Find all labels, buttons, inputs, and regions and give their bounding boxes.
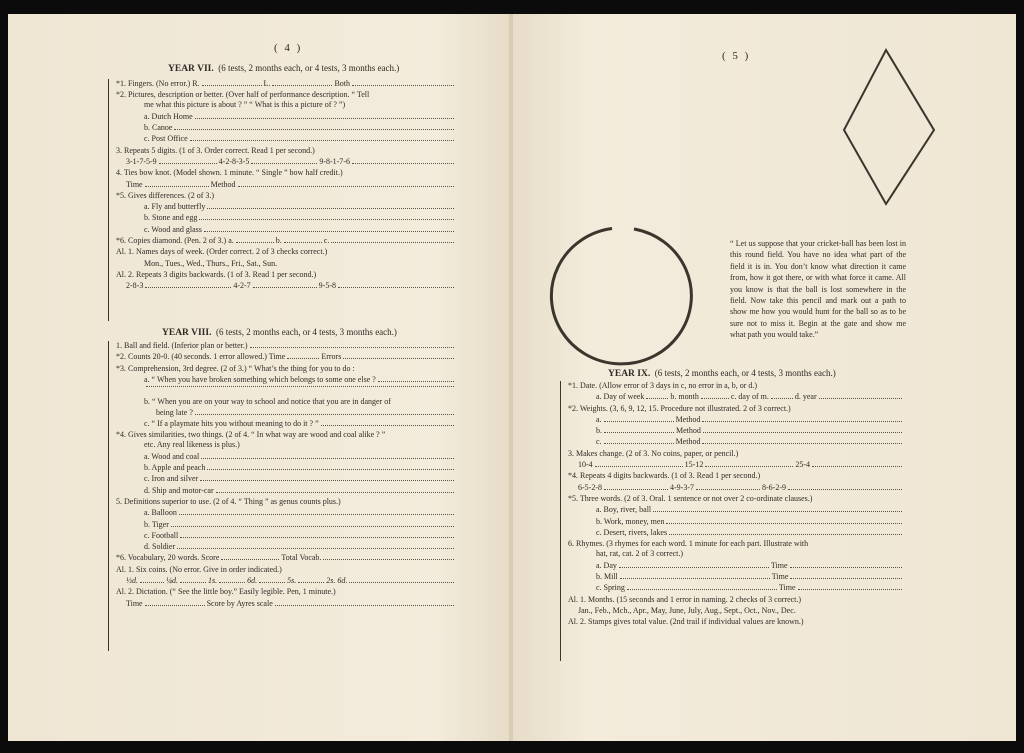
line-text: 15-12 (684, 460, 704, 470)
dotted-leader (140, 582, 164, 583)
line-text: b. Apple and peach (144, 463, 206, 473)
dotted-leader (620, 578, 770, 579)
dotted-leader (788, 489, 902, 490)
list-item (560, 517, 904, 528)
line-text: *4. Repeats 4 digits backwards. (1 of 3. Read 1 per second.) (568, 471, 761, 481)
test-row (560, 595, 904, 606)
dotted-leader (702, 421, 902, 422)
dotted-leader (349, 582, 454, 583)
test-row (560, 381, 904, 392)
line-text: 4. Ties bow knot. (Model shown. 1 minute. “ Single ” bow half credit.) (116, 168, 343, 178)
dotted-leader (159, 163, 217, 164)
line-text: *6. Vocabulary, 20 words. Score (116, 553, 220, 563)
line-text: being late ? (156, 407, 193, 417)
test-row (560, 549, 904, 560)
list-item (108, 542, 456, 553)
line-text: 4-2-8-3-5 (218, 156, 250, 166)
dotted-leader (812, 466, 902, 467)
year-ix-title: YEAR IX. (608, 369, 651, 379)
test-row (108, 430, 456, 440)
line-text: a. Dutch Home (144, 111, 193, 121)
list-item (560, 505, 904, 516)
line-text: *1. Date. (Allow error of 3 days in c, no error in a, b, or d.) (568, 381, 758, 390)
dotted-leader (216, 492, 454, 493)
list-item (108, 520, 456, 531)
dotted-leader (604, 432, 674, 433)
leader-line (108, 386, 456, 397)
line-text: L. (263, 79, 271, 88)
list-item (560, 437, 904, 448)
dotted-leader (819, 398, 902, 399)
line-text: Al. 2. Stamps gives total value. (2nd trail if individual values are known.) (568, 617, 804, 627)
line-text: hat, rat, cat. 2 of 3 correct.) (596, 549, 684, 559)
test-row (108, 79, 456, 90)
line-text: Score by Ayres scale (206, 598, 273, 608)
dotted-leader (331, 242, 454, 243)
line-text: a. Day (596, 560, 617, 570)
list-item (108, 180, 456, 191)
list-item (108, 397, 456, 407)
list-item (108, 225, 456, 236)
line-text: Al. 1. Six coins. (No error. Give in order indicated.) (116, 564, 282, 574)
line-text: *6. Copies diamond. (Pen. 2 of 3.) a. (116, 236, 234, 246)
dotted-leader (669, 534, 902, 535)
line-text: b. (596, 426, 602, 436)
page-number-left: ( 4 ) (274, 42, 303, 54)
cricket-ball-instructions: “ Let us suppose that your cricket-ball has been lost in this round field. You have no idea what part of the field it is in. You don’t know what direction it came from, how it got there, or with what force it came. All you know is that the ball is lost somewhere in the field. Now take this pencil and mark out a path to show me how you would hunt for the ball so as to be sure not to miss it. Begin at the gate and show me what path you would take.” (730, 239, 906, 340)
round-field-figure (544, 224, 696, 370)
dotted-leader (190, 140, 454, 141)
dotted-leader (627, 589, 777, 590)
line-text: c. (323, 236, 330, 246)
dotted-leader (195, 414, 454, 415)
test-row (108, 364, 456, 375)
list-item (108, 531, 456, 542)
line-text: b. month (670, 392, 699, 402)
dotted-leader (352, 163, 454, 164)
line-text: Errors (321, 352, 342, 362)
dotted-leader (180, 582, 206, 583)
test-row (108, 146, 456, 157)
list-item (560, 561, 904, 572)
dotted-leader (174, 129, 454, 130)
list-item (560, 460, 904, 471)
list-item (108, 259, 456, 270)
line-text: Time (778, 583, 796, 593)
test-row (108, 247, 456, 258)
year-ix-subtitle: (6 tests, 2 months each, or 4 tests, 3 months each.) (654, 368, 836, 378)
line-text: 6d. (247, 576, 258, 586)
test-row (108, 100, 456, 111)
line-text: c. Post Office (144, 134, 188, 144)
dotted-leader (338, 287, 454, 288)
test-row (560, 404, 904, 415)
dotted-leader (323, 559, 454, 560)
line-text: 6. Rhymes. (3 rhymes for each word. 1 minute for each part. Illustrate with (568, 539, 809, 549)
list-item (108, 408, 456, 419)
dotted-leader (238, 186, 455, 187)
year-viii-title: YEAR VIII. (162, 328, 212, 338)
dotted-leader (653, 511, 902, 512)
dotted-leader (604, 489, 668, 490)
line-text: Method (675, 414, 701, 424)
line-text: *2. Counts 20-0. (40 seconds. 1 error allowed.) Time (116, 352, 286, 362)
line-text: a. Balloon (144, 508, 177, 518)
line-text: b. Mill (596, 571, 618, 581)
list-item (560, 483, 904, 494)
dotted-leader (195, 118, 454, 119)
line-text: ¼d. (166, 576, 178, 586)
line-text: 2-8-3 (126, 281, 144, 291)
list-item (560, 426, 904, 437)
line-text: 5s. (287, 576, 297, 586)
line-text: Total Vocab. (281, 553, 322, 563)
line-text: d. year (794, 392, 817, 402)
dotted-leader (298, 582, 324, 583)
line-text: c. Wood and glass (144, 224, 202, 234)
list-item (560, 583, 904, 594)
line-text: c. day of m. (730, 392, 769, 402)
test-row (108, 497, 456, 508)
list-item (108, 474, 456, 485)
list-item (560, 392, 904, 403)
line-text: b. Tiger (144, 519, 169, 529)
line-text: Time (126, 179, 143, 189)
test-row (108, 236, 456, 247)
dotted-leader (352, 85, 454, 86)
list-item (108, 419, 456, 430)
list-item (108, 576, 456, 587)
line-text: c. Iron and silver (144, 474, 199, 484)
list-item (108, 281, 456, 292)
list-item (560, 606, 904, 617)
line-text: 2s. 6d. (326, 576, 348, 586)
line-text: 3-1-7-5-9 (126, 156, 157, 166)
line-text: b. “ When you are on your way to school and notice that you are in danger of (144, 397, 391, 407)
line-text: 1. Ball and field. (Inferior plan or better.) (116, 341, 248, 350)
year-viii-subtitle: (6 tests, 2 months each, or 4 tests, 3 months each.) (215, 327, 397, 337)
line-text: Time (770, 560, 788, 570)
line-text: Al. 1. Names days of week. (Order correct. 2 of 3 checks correct.) (116, 247, 328, 257)
line-text: 5. Definitions superior to use. (2 of 4. “ Thing ” as genus counts plus.) (116, 496, 341, 506)
test-row (108, 587, 456, 598)
dotted-leader (219, 582, 245, 583)
dotted-leader (204, 231, 454, 232)
line-text: Method (675, 437, 701, 447)
line-text: Time (126, 598, 143, 608)
dotted-leader (200, 480, 454, 481)
line-text: 3. Repeats 5 digits. (1 of 3. Order correct. Read 1 per second.) (116, 145, 315, 155)
dotted-leader (646, 398, 668, 399)
list-item (108, 202, 456, 213)
list-item (108, 213, 456, 224)
year-viii-heading (162, 327, 397, 338)
dotted-leader (251, 163, 317, 164)
line-text: c. Desert, rivers, lakes (596, 527, 668, 537)
dotted-leader (343, 358, 454, 359)
line-text: c. (596, 437, 602, 447)
line-text: d. Ship and motor-car (144, 485, 214, 495)
list-item (108, 134, 456, 145)
line-text: a. Wood and coal (144, 451, 200, 461)
list-item (108, 508, 456, 519)
test-row (108, 553, 456, 564)
line-text: *4. Gives similarities, two things. (2 of 4. “ In what way are wood and coal alike ? ” (116, 430, 386, 440)
list-item (108, 486, 456, 497)
dotted-leader (287, 358, 319, 359)
list-item (108, 123, 456, 134)
line-text: ½d. (126, 576, 138, 586)
dotted-leader (171, 526, 454, 527)
test-row (108, 352, 456, 363)
test-row (108, 191, 456, 202)
line-text: *5. Three words. (2 of 3. Oral. 1 sentence or not over 2 co-ordinate clauses.) (568, 493, 813, 503)
line-text: a. “ When you have broken something which belongs to some one else ? (144, 374, 376, 384)
test-row (108, 341, 456, 352)
test-row (560, 494, 904, 505)
page-number-right: ( 5 ) (722, 50, 751, 62)
line-text: a. Fly and butterfly (144, 202, 206, 212)
dotted-leader (790, 578, 902, 579)
test-row (108, 565, 456, 576)
dotted-leader (378, 381, 454, 382)
dotted-leader (177, 548, 454, 549)
dotted-leader (619, 567, 769, 568)
line-text: a. Day of week (596, 392, 645, 402)
line-text: me what this picture is about ? ” “ What is this a picture of ? ”) (144, 100, 346, 110)
dotted-leader (702, 443, 902, 444)
test-row (108, 440, 456, 451)
test-row (560, 539, 904, 549)
test-row (108, 168, 456, 179)
line-text: b. Stone and egg (144, 213, 198, 223)
test-row (108, 270, 456, 281)
year-vii-subtitle: (6 tests, 2 months each, or 4 tests, 3 months each.) (218, 63, 400, 73)
dotted-leader (275, 605, 454, 606)
dotted-leader (284, 242, 322, 243)
line-text: Both (334, 79, 350, 88)
line-text: 3. Makes change. (2 of 3. No coins, paper, or pencil.) (568, 448, 739, 458)
line-text: a. Boy, river, ball (596, 505, 652, 515)
list-item (108, 112, 456, 123)
dotted-leader (771, 398, 793, 399)
line-text: 25-4 (795, 460, 811, 470)
year-ix-tests (560, 381, 904, 661)
test-row (560, 617, 904, 628)
list-item (108, 375, 456, 386)
dotted-leader (201, 458, 454, 459)
dotted-leader (666, 523, 902, 524)
list-item (108, 599, 456, 610)
dotted-leader (604, 443, 674, 444)
line-text: d. Soldier (144, 542, 176, 552)
year-vii-title: YEAR VII. (168, 64, 214, 74)
line-text: c. “ If a playmate hits you without meaning to do it ? ” (144, 418, 319, 428)
dotted-leader (595, 466, 683, 467)
line-text: 8-6-2-9 (762, 482, 786, 492)
line-text: Al. 2. Repeats 3 digits backwards. (1 of 3. Read 1 per second.) (116, 269, 317, 279)
dotted-leader (180, 537, 454, 538)
line-text: 10-4 (578, 460, 593, 470)
test-row (108, 90, 456, 100)
line-text: c. Spring (596, 583, 625, 593)
test-row (560, 471, 904, 482)
dotted-leader (179, 514, 454, 515)
line-text: Al. 1. Months. (15 seconds and 1 error in naming. 2 checks of 3 correct.) (568, 594, 802, 604)
line-text: Jan., Feb., Mch., Apr., May, June, July, Aug., Sept., Oct., Nov., Dec. (578, 605, 796, 615)
diamond-figure (836, 44, 940, 208)
line-text: 4-2-7 (233, 281, 251, 291)
gutter (509, 14, 513, 741)
year-vii-heading (168, 63, 399, 74)
line-text: 1s. (208, 576, 218, 586)
line-text: Time (771, 571, 789, 581)
list-item (108, 157, 456, 168)
line-text: etc. Any real likeness is plus.) (144, 440, 240, 450)
line-text: *2. Pictures, description or better. (Over half of performance description. “ Tell (116, 90, 370, 100)
list-item (560, 415, 904, 426)
dotted-leader (703, 432, 902, 433)
line-text: a. (596, 414, 602, 424)
line-text: Al. 2. Dictation. (“ See the little boy.” Easily legible. Pen, 1 minute.) (116, 587, 336, 597)
dotted-leader (145, 605, 205, 606)
line-text: *1. Fingers. (No error.) R. (116, 79, 200, 88)
dotted-leader (199, 219, 454, 220)
dotted-leader (207, 469, 454, 470)
dotted-leader (146, 386, 454, 387)
line-text: b. Work, money, men (596, 516, 665, 526)
list-item (560, 572, 904, 583)
year-vii-tests (108, 79, 456, 321)
dotted-leader (207, 208, 454, 209)
line-text: 4-9-3-7 (670, 482, 694, 492)
dotted-leader (250, 347, 454, 348)
list-item (560, 528, 904, 539)
dotted-leader (696, 489, 760, 490)
dotted-leader (321, 425, 454, 426)
line-text: Method (676, 426, 701, 436)
line-text: c. Football (144, 530, 179, 540)
dotted-leader (145, 287, 231, 288)
list-item (108, 452, 456, 463)
dotted-leader (701, 398, 729, 399)
year-viii-tests (108, 341, 456, 651)
line-text: b. Canoe (144, 123, 173, 133)
dotted-leader (798, 589, 903, 590)
list-item (108, 463, 456, 474)
dotted-leader (145, 186, 209, 187)
line-text: *5. Gives differences. (2 of 3.) (116, 190, 215, 200)
line-text: 6-5-2-8 (578, 482, 602, 492)
line-text: *2. Weights. (3, 6, 9, 12, 15. Procedure not illustrated. 2 of 3 correct.) (568, 403, 791, 413)
dotted-leader (236, 242, 274, 243)
line-text: 9-5-8 (318, 281, 336, 291)
dotted-leader (253, 287, 317, 288)
line-text: Mon., Tues., Wed., Thurs., Fri., Sat., Sun. (144, 258, 278, 268)
line-text: Method (210, 179, 236, 189)
dotted-leader (272, 85, 332, 86)
line-text: b. (275, 236, 282, 246)
dotted-leader (221, 559, 279, 560)
dotted-leader (790, 567, 903, 568)
line-text: 9-8-1-7-6 (319, 156, 350, 166)
year-ix-heading (608, 368, 836, 379)
dotted-leader (705, 466, 793, 467)
dotted-leader (202, 85, 262, 86)
dotted-leader (259, 582, 285, 583)
test-row (560, 449, 904, 460)
dotted-leader (604, 421, 674, 422)
line-text: *3. Comprehension, 3rd degree. (2 of 3.) “ What’s the thing for you to do : (116, 363, 355, 373)
